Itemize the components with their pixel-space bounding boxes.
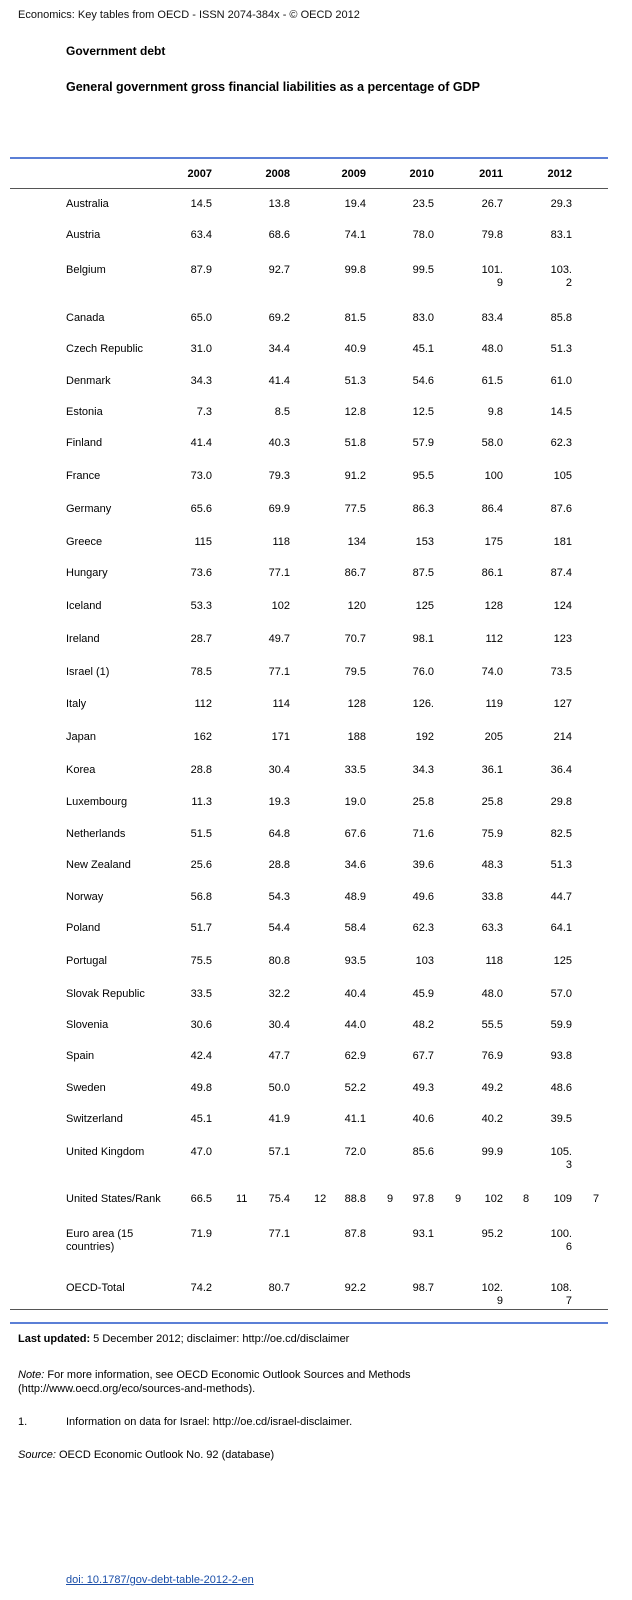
cell-2009: 92.2 bbox=[344, 1282, 366, 1294]
cell-2007: 73.6 bbox=[190, 567, 212, 579]
cell-2012: 125 bbox=[553, 955, 572, 967]
cell-2007: 14.5 bbox=[190, 198, 212, 210]
cell-2011: 86.1 bbox=[481, 567, 503, 579]
cell-2010: 49.3 bbox=[412, 1082, 434, 1094]
cell-2007: 73.0 bbox=[190, 470, 212, 482]
cell-2009: 72.0 bbox=[344, 1146, 366, 1158]
cell-2012: 48.6 bbox=[550, 1082, 572, 1094]
cell-2010: 34.3 bbox=[412, 764, 434, 776]
cell-2007: 42.4 bbox=[190, 1050, 212, 1062]
cell-2008: 114 bbox=[272, 698, 290, 710]
cell-2009: 128 bbox=[347, 698, 366, 710]
cell-2011: 100 bbox=[484, 470, 503, 482]
cell-2011: 79.8 bbox=[481, 229, 503, 241]
cell-2011: 40.2 bbox=[481, 1113, 503, 1125]
cell-2010: 95.5 bbox=[412, 470, 434, 482]
cell-2007: 63.4 bbox=[190, 229, 212, 241]
cell-2011: 48.0 bbox=[481, 343, 503, 355]
cell-2008: 118 bbox=[272, 536, 290, 548]
cell-2007: 28.7 bbox=[190, 633, 212, 645]
cell-2010: 25.8 bbox=[412, 796, 434, 808]
cell-2007: 53.3 bbox=[190, 600, 212, 612]
cell-2009: 70.7 bbox=[344, 633, 366, 645]
cell-2007: 75.5 bbox=[190, 955, 212, 967]
last-updated-label: Last updated: bbox=[18, 1333, 91, 1345]
cell-2012: 29.3 bbox=[550, 198, 572, 210]
footnote-text: Information on data for Israel: http://oe.cd/israel-disclaimer. bbox=[66, 1416, 353, 1428]
cell-2007: 51.5 bbox=[190, 828, 212, 840]
row-label: Luxembourg bbox=[66, 796, 128, 808]
cell-2007: 78.5 bbox=[190, 666, 212, 678]
cell-2012: 109 bbox=[553, 1193, 572, 1205]
source-label: Source: bbox=[18, 1449, 56, 1461]
cell-2009: 86.7 bbox=[344, 567, 366, 579]
cell-2011: 63.3 bbox=[481, 922, 503, 934]
cell-2009: 44.0 bbox=[344, 1019, 366, 1031]
cell-2010: 76.0 bbox=[412, 666, 434, 678]
cell-2008: 41.9 bbox=[268, 1113, 290, 1125]
doi-link[interactable]: doi: 10.1787/gov-debt-table-2012-2-en bbox=[66, 1574, 254, 1586]
cell-2010: 98.1 bbox=[412, 633, 434, 645]
year-header-2010: 2010 bbox=[409, 168, 434, 180]
cell-2012: 123 bbox=[553, 633, 572, 645]
cell-2007: 87.9 bbox=[190, 264, 212, 276]
cell-2012: 87.4 bbox=[550, 567, 572, 579]
cell-2012: 64.1 bbox=[550, 922, 572, 934]
cell-2008: 77.1 bbox=[268, 567, 290, 579]
row-label: Netherlands bbox=[66, 828, 126, 840]
cell-2007: 74.2 bbox=[190, 1282, 212, 1294]
row-label: Germany bbox=[66, 503, 112, 515]
year-header-2008: 2008 bbox=[265, 168, 290, 180]
cell-2008: 92.7 bbox=[268, 264, 290, 276]
cell-2009: 19.4 bbox=[344, 198, 366, 210]
cell-2010: 48.2 bbox=[412, 1019, 434, 1031]
cell-2008: 41.4 bbox=[268, 375, 290, 387]
row-label: Ireland bbox=[66, 633, 100, 645]
year-header-2009: 2009 bbox=[341, 168, 366, 180]
cell-2010: 23.5 bbox=[412, 198, 434, 210]
cell-2010: 98.7 bbox=[412, 1282, 434, 1294]
cell-2009: 81.5 bbox=[344, 312, 366, 324]
cell-2008: 30.4 bbox=[268, 1019, 290, 1031]
cell-2007: 65.0 bbox=[190, 312, 212, 324]
cell-2007: 56.8 bbox=[190, 891, 212, 903]
rank-2007: 11 bbox=[236, 1193, 248, 1205]
cell-2007: 31.0 bbox=[190, 343, 212, 355]
cell-2011: 48.0 bbox=[481, 988, 503, 1000]
cell-2008: 40.3 bbox=[268, 437, 290, 449]
cell-2010: 97.8 bbox=[412, 1193, 434, 1205]
cell-2011: 61.5 bbox=[481, 375, 503, 387]
cell-2011: 74.0 bbox=[481, 666, 503, 678]
cell-2009: 48.9 bbox=[344, 891, 366, 903]
row-label: Finland bbox=[66, 437, 103, 449]
row-label: Portugal bbox=[66, 955, 107, 967]
cell-2009: 62.9 bbox=[344, 1050, 366, 1062]
cell-2012: 108. 7 bbox=[550, 1282, 572, 1307]
row-label: Israel (1) bbox=[66, 666, 110, 678]
cell-2009: 93.5 bbox=[344, 955, 366, 967]
cell-2011: 55.5 bbox=[481, 1019, 503, 1031]
cell-2012: 127 bbox=[553, 698, 572, 710]
cell-2010: 93.1 bbox=[412, 1228, 434, 1240]
cell-2012: 51.3 bbox=[550, 343, 572, 355]
cell-2012: 62.3 bbox=[550, 437, 572, 449]
cell-2010: 57.9 bbox=[412, 437, 434, 449]
cell-2010: 49.6 bbox=[412, 891, 434, 903]
cell-2007: 115 bbox=[194, 536, 212, 548]
row-label: Iceland bbox=[66, 600, 102, 612]
cell-2010: 45.9 bbox=[412, 988, 434, 1000]
cell-2009: 79.5 bbox=[344, 666, 366, 678]
cell-2008: 57.1 bbox=[268, 1146, 290, 1158]
cell-2012: 105 bbox=[553, 470, 572, 482]
cell-2008: 49.7 bbox=[268, 633, 290, 645]
row-label: Slovenia bbox=[66, 1019, 109, 1031]
cell-2007: 49.8 bbox=[190, 1082, 212, 1094]
row-label: New Zealand bbox=[66, 859, 131, 871]
cell-2007: 7.3 bbox=[196, 406, 212, 418]
cell-2010: 99.5 bbox=[412, 264, 434, 276]
cell-2011: 76.9 bbox=[481, 1050, 503, 1062]
cell-2008: 54.4 bbox=[268, 922, 290, 934]
cell-2007: 66.5 bbox=[190, 1193, 212, 1205]
rank-2012: 7 bbox=[593, 1193, 600, 1205]
cell-2012: 103. 2 bbox=[550, 264, 572, 289]
cell-2010: 153 bbox=[415, 536, 434, 548]
header-line: Economics: Key tables from OECD - ISSN 2074-384x - © OECD 2012 bbox=[18, 9, 360, 21]
cell-2009: 12.8 bbox=[344, 406, 366, 418]
cell-2009: 40.9 bbox=[344, 343, 366, 355]
cell-2009: 40.4 bbox=[344, 988, 366, 1000]
row-label: Korea bbox=[66, 764, 96, 776]
cell-2007: 162 bbox=[193, 731, 212, 743]
cell-2009: 19.0 bbox=[344, 796, 366, 808]
cell-2011: 102. 9 bbox=[481, 1282, 503, 1307]
row-label: Italy bbox=[66, 698, 87, 710]
cell-2007: 25.6 bbox=[190, 859, 212, 871]
cell-2011: 95.2 bbox=[481, 1228, 503, 1240]
cell-2010: 67.7 bbox=[412, 1050, 434, 1062]
cell-2008: 69.9 bbox=[268, 503, 290, 515]
cell-2010: 192 bbox=[415, 731, 434, 743]
cell-2012: 73.5 bbox=[550, 666, 572, 678]
page-subtitle: General government gross financial liabilities as a percentage of GDP bbox=[66, 80, 481, 94]
cell-2009: 134 bbox=[347, 536, 366, 548]
cell-2011: 119 bbox=[485, 698, 503, 710]
cell-2007: 33.5 bbox=[190, 988, 212, 1000]
cell-2012: 87.6 bbox=[550, 503, 572, 515]
cell-2010: 87.5 bbox=[412, 567, 434, 579]
cell-2011: 9.8 bbox=[487, 406, 503, 418]
row-label: OECD-Total bbox=[66, 1282, 125, 1294]
row-label: Sweden bbox=[66, 1082, 106, 1094]
row-label: Austria bbox=[66, 229, 101, 241]
cell-2009: 51.8 bbox=[344, 437, 366, 449]
row-label: United States/Rank bbox=[66, 1193, 161, 1205]
cell-2012: 105. 3 bbox=[550, 1146, 572, 1171]
cell-2008: 69.2 bbox=[268, 312, 290, 324]
last-updated-text: 5 December 2012; disclaimer: http://oe.cd/disclaimer bbox=[90, 1333, 350, 1345]
row-label: Euro area (15 countries) bbox=[66, 1228, 134, 1253]
cell-2012: 14.5 bbox=[550, 406, 572, 418]
cell-2012: 100. 6 bbox=[550, 1228, 572, 1253]
footnote-number: 1. bbox=[18, 1416, 28, 1428]
cell-2011: 75.9 bbox=[481, 828, 503, 840]
row-label: Canada bbox=[66, 312, 105, 324]
row-label: France bbox=[66, 470, 101, 482]
cell-2011: 36.1 bbox=[481, 764, 503, 776]
cell-2012: 29.8 bbox=[550, 796, 572, 808]
cell-2012: 44.7 bbox=[550, 891, 572, 903]
row-label: Belgium bbox=[66, 264, 106, 276]
cell-2010: 126. bbox=[412, 698, 434, 710]
cell-2008: 13.8 bbox=[268, 198, 290, 210]
cell-2011: 49.2 bbox=[481, 1082, 503, 1094]
rank-2009: 9 bbox=[387, 1193, 394, 1205]
cell-2010: 86.3 bbox=[412, 503, 434, 515]
table-top-rule bbox=[10, 157, 608, 159]
row-label: Norway bbox=[66, 891, 104, 903]
cell-2010: 12.5 bbox=[412, 406, 434, 418]
row-label: Japan bbox=[66, 731, 96, 743]
row-label: Slovak Republic bbox=[66, 988, 145, 1000]
cell-2012: 51.3 bbox=[550, 859, 572, 871]
cell-2012: 83.1 bbox=[550, 229, 572, 241]
rank-2011: 8 bbox=[523, 1193, 530, 1205]
cell-2007: 65.6 bbox=[190, 503, 212, 515]
cell-2009: 74.1 bbox=[344, 229, 366, 241]
cell-2009: 120 bbox=[347, 600, 366, 612]
cell-2007: 51.7 bbox=[190, 922, 212, 934]
cell-2012: 39.5 bbox=[550, 1113, 572, 1125]
cell-2010: 54.6 bbox=[412, 375, 434, 387]
cell-2008: 28.8 bbox=[268, 859, 290, 871]
cell-2011: 102 bbox=[484, 1193, 503, 1205]
cell-2010: 85.6 bbox=[412, 1146, 434, 1158]
source-text: OECD Economic Outlook No. 92 (database) bbox=[55, 1449, 275, 1461]
row-label: United Kingdom bbox=[66, 1146, 145, 1158]
note-text-2: (http://www.oecd.org/eco/sources-and-methods). bbox=[18, 1383, 256, 1395]
cell-2009: 33.5 bbox=[344, 764, 366, 776]
cell-2011: 118 bbox=[485, 955, 503, 967]
row-label: Czech Republic bbox=[66, 343, 144, 355]
cell-2008: 50.0 bbox=[268, 1082, 290, 1094]
note bbox=[18, 1368, 411, 1396]
cell-2009: 99.8 bbox=[344, 264, 366, 276]
cell-2011: 58.0 bbox=[481, 437, 503, 449]
cell-2009: 77.5 bbox=[344, 503, 366, 515]
cell-2011: 25.8 bbox=[481, 796, 503, 808]
row-label: Poland bbox=[66, 922, 101, 934]
cell-2007: 45.1 bbox=[190, 1113, 212, 1125]
cell-2009: 87.8 bbox=[344, 1228, 366, 1240]
cell-2008: 32.2 bbox=[268, 988, 290, 1000]
cell-2007: 30.6 bbox=[190, 1019, 212, 1031]
row-label: Greece bbox=[66, 536, 103, 548]
cell-2008: 80.8 bbox=[268, 955, 290, 967]
cell-2007: 11.3 bbox=[191, 796, 212, 808]
cell-2009: 52.2 bbox=[344, 1082, 366, 1094]
cell-2011: 33.8 bbox=[481, 891, 503, 903]
cell-2011: 99.9 bbox=[481, 1146, 503, 1158]
cell-2012: 82.5 bbox=[550, 828, 572, 840]
rank-2010: 9 bbox=[455, 1193, 462, 1205]
cell-2008: 64.8 bbox=[268, 828, 290, 840]
cell-2007: 112 bbox=[194, 698, 212, 710]
cell-2011: 205 bbox=[484, 731, 503, 743]
cell-2008: 68.6 bbox=[268, 229, 290, 241]
table-end-separator bbox=[10, 1309, 608, 1310]
cell-2010: 39.6 bbox=[412, 859, 434, 871]
cell-2008: 77.1 bbox=[268, 1228, 290, 1240]
cell-2009: 91.2 bbox=[344, 470, 366, 482]
cell-2007: 47.0 bbox=[190, 1146, 212, 1158]
cell-2008: 79.3 bbox=[268, 470, 290, 482]
cell-2009: 34.6 bbox=[344, 859, 366, 871]
cell-2011: 26.7 bbox=[481, 198, 503, 210]
cell-2011: 86.4 bbox=[481, 503, 503, 515]
year-header-2012: 2012 bbox=[547, 168, 572, 180]
cell-2010: 78.0 bbox=[412, 229, 434, 241]
year-header-2007: 2007 bbox=[187, 168, 212, 180]
cell-2009: 88.8 bbox=[344, 1193, 366, 1205]
cell-2010: 125 bbox=[415, 600, 434, 612]
header-separator bbox=[10, 188, 608, 189]
cell-2012: 124 bbox=[553, 600, 572, 612]
cell-2011: 101. 9 bbox=[481, 264, 503, 289]
row-label: Switzerland bbox=[66, 1113, 123, 1125]
cell-2007: 28.8 bbox=[190, 764, 212, 776]
cell-2012: 214 bbox=[553, 731, 572, 743]
cell-2010: 83.0 bbox=[412, 312, 434, 324]
cell-2011: 128 bbox=[484, 600, 503, 612]
row-label: Hungary bbox=[66, 567, 108, 579]
row-label: Denmark bbox=[66, 375, 111, 387]
cell-2008: 80.7 bbox=[268, 1282, 290, 1294]
cell-2008: 8.5 bbox=[274, 406, 290, 418]
cell-2012: 36.4 bbox=[550, 764, 572, 776]
rank-2008: 12 bbox=[314, 1193, 327, 1205]
cell-2009: 51.3 bbox=[344, 375, 366, 387]
cell-2010: 103 bbox=[415, 955, 434, 967]
cell-2009: 67.6 bbox=[344, 828, 366, 840]
cell-2007: 34.3 bbox=[190, 375, 212, 387]
cell-2008: 102 bbox=[271, 600, 290, 612]
cell-2012: 59.9 bbox=[550, 1019, 572, 1031]
cell-2012: 57.0 bbox=[550, 988, 572, 1000]
year-header-2011: 2011 bbox=[479, 168, 503, 180]
cell-2012: 61.0 bbox=[550, 375, 572, 387]
cell-2010: 62.3 bbox=[412, 922, 434, 934]
cell-2009: 188 bbox=[347, 731, 366, 743]
cell-2008: 19.3 bbox=[268, 796, 290, 808]
cell-2008: 171 bbox=[271, 731, 290, 743]
cell-2011: 175 bbox=[484, 536, 503, 548]
page-title: Government debt bbox=[66, 44, 166, 58]
cell-2012: 85.8 bbox=[550, 312, 572, 324]
cell-2007: 41.4 bbox=[190, 437, 212, 449]
source bbox=[18, 1448, 274, 1462]
cell-2012: 93.8 bbox=[550, 1050, 572, 1062]
note-text: For more information, see OECD Economic Outlook Sources and Methods bbox=[44, 1369, 411, 1381]
last-updated bbox=[18, 1332, 349, 1346]
row-label: Spain bbox=[66, 1050, 95, 1062]
cell-2010: 71.6 bbox=[412, 828, 434, 840]
cell-2009: 58.4 bbox=[344, 922, 366, 934]
cell-2012: 181 bbox=[553, 536, 572, 548]
cell-2011: 112 bbox=[485, 633, 503, 645]
cell-2010: 40.6 bbox=[412, 1113, 434, 1125]
cell-2008: 75.4 bbox=[268, 1193, 290, 1205]
table-bottom-rule bbox=[10, 1322, 608, 1324]
row-label: Australia bbox=[66, 198, 109, 210]
cell-2011: 83.4 bbox=[481, 312, 503, 324]
cell-2011: 48.3 bbox=[481, 859, 503, 871]
cell-2008: 30.4 bbox=[268, 764, 290, 776]
cell-2008: 47.7 bbox=[268, 1050, 290, 1062]
cell-2009: 41.1 bbox=[344, 1113, 366, 1125]
cell-2010: 45.1 bbox=[412, 343, 434, 355]
cell-2008: 77.1 bbox=[268, 666, 290, 678]
cell-2007: 71.9 bbox=[190, 1228, 212, 1240]
cell-2008: 34.4 bbox=[268, 343, 290, 355]
row-label: Estonia bbox=[66, 406, 103, 418]
cell-2008: 54.3 bbox=[268, 891, 290, 903]
note-label: Note: bbox=[18, 1369, 45, 1381]
